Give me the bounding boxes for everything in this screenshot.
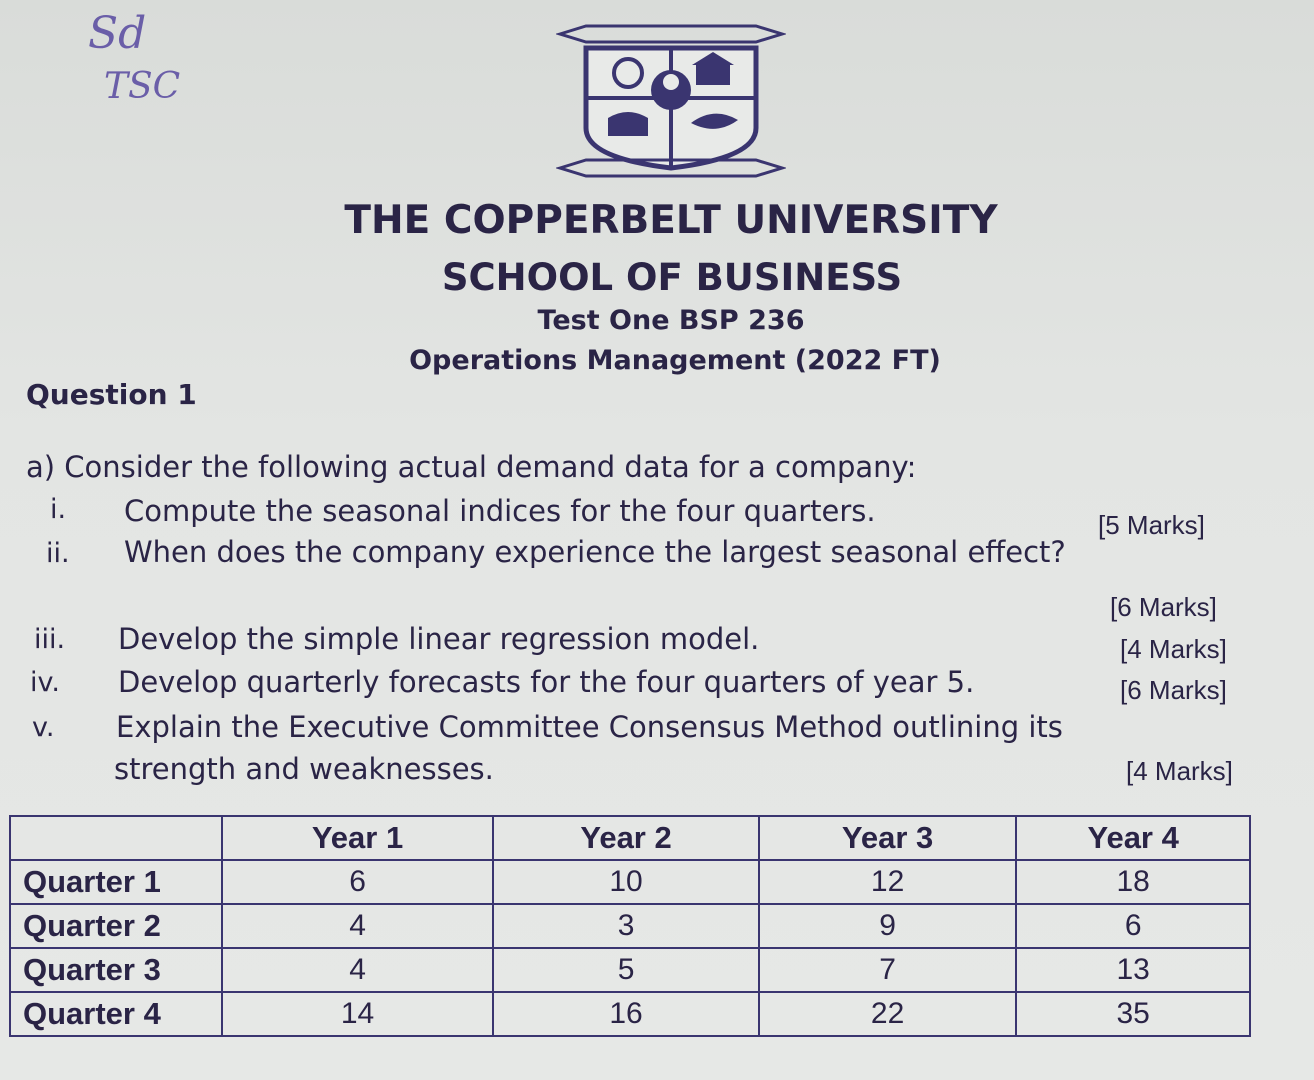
item-number: v. (32, 712, 55, 743)
table-cell: 13 (1016, 948, 1250, 992)
table-cell: 22 (759, 992, 1017, 1036)
question-intro: a) Consider the following actual demand data for a company: (26, 450, 917, 484)
table-cell: 14 (222, 992, 494, 1036)
table-cell: 18 (1016, 860, 1250, 904)
column-header: Year 1 (222, 816, 494, 860)
handwritten-note-top: Sd (88, 8, 147, 59)
row-header: Quarter 1 (10, 860, 222, 904)
column-header: Year 2 (493, 816, 759, 860)
item-number: iv. (30, 667, 60, 698)
demand-data-table (9, 815, 1251, 1037)
item-marks: [6 Marks] (1110, 592, 1217, 622)
item-marks: [5 Marks] (1098, 510, 1205, 540)
question-label: Question 1 (26, 378, 197, 411)
table-cell: 6 (1016, 904, 1250, 948)
handwritten-note-bottom: TSC (104, 66, 181, 107)
university-crest-logo (556, 18, 786, 183)
school-name: SCHOOL OF BUSINESS (441, 256, 903, 299)
table-cell: 4 (222, 904, 494, 948)
table-cell: 35 (1016, 992, 1250, 1036)
university-name: THE COPPERBELT UNIVERSITY (344, 198, 998, 243)
item-text: Develop quarterly forecasts for the four quarters of year 5. (118, 665, 975, 699)
item-marks: [4 Marks] (1126, 756, 1233, 786)
table-cell: 10 (493, 860, 759, 904)
item-text: Explain the Executive Committee Consensus Method outlining its (116, 710, 1063, 744)
table-header-row (10, 816, 1250, 860)
item-number: iii. (34, 624, 66, 655)
table-cell: 3 (493, 904, 759, 948)
item-number: i. (50, 494, 67, 525)
item-number: ii. (46, 538, 70, 569)
table-cell: 7 (759, 948, 1017, 992)
table-cell: 6 (222, 860, 494, 904)
test-title: Test One BSP 236 (537, 305, 805, 336)
table-row (10, 992, 1250, 1036)
item-text: Develop the simple linear regression model. (118, 622, 760, 656)
item-marks: [6 Marks] (1120, 675, 1227, 705)
row-header: Quarter 2 (10, 904, 222, 948)
column-header: Year 3 (759, 816, 1017, 860)
table-cell: 9 (759, 904, 1017, 948)
table-cell: 16 (493, 992, 759, 1036)
row-header: Quarter 3 (10, 948, 222, 992)
table-cell: 4 (222, 948, 494, 992)
column-header: Year 4 (1016, 816, 1250, 860)
item-text: Compute the seasonal indices for the four quarters. (124, 494, 876, 528)
table-cell: 5 (493, 948, 759, 992)
table-cell: 12 (759, 860, 1017, 904)
table-corner-cell (10, 816, 222, 860)
table-row (10, 860, 1250, 904)
item-marks: [4 Marks] (1120, 634, 1227, 664)
row-header: Quarter 4 (10, 992, 222, 1036)
item-text-continued: strength and weaknesses. (114, 752, 494, 786)
table-row (10, 948, 1250, 992)
course-title: Operations Management (2022 FT) (409, 345, 941, 376)
table-row (10, 904, 1250, 948)
item-text: When does the company experience the largest seasonal effect? (124, 535, 1066, 569)
